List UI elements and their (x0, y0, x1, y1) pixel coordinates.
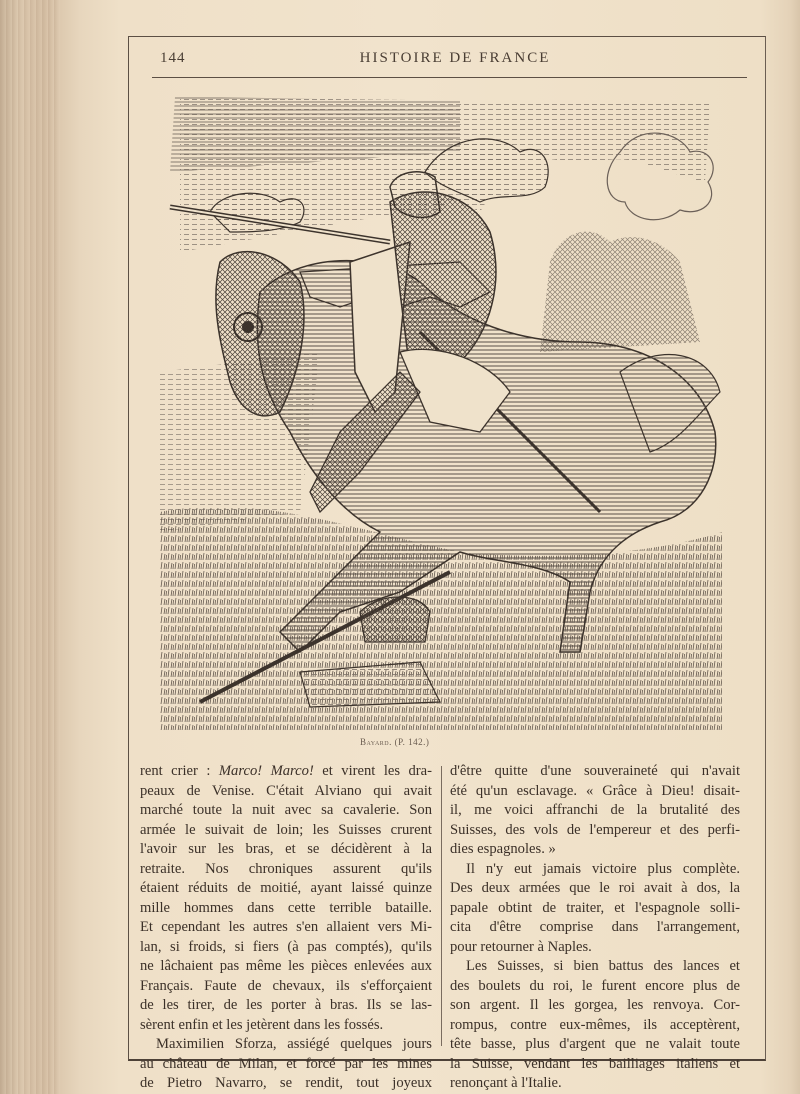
knight-engraving-illustration (160, 92, 722, 730)
caption-title: Bayard. (360, 737, 392, 747)
engraving-illustration-icon (160, 92, 722, 730)
running-title: HISTOIRE DE FRANCE (359, 50, 551, 66)
text-line: son argent. Il les gorgea, les renvoya. Cor- (450, 997, 740, 1013)
text-line: sèrent enfin et les jetèrent dans les fossés. (140, 1016, 384, 1033)
text-line: été qu'un esclavage. « Grâce à Dieu! disait- (450, 782, 740, 799)
text-line: au château de Milan, et forcé par les mines (140, 1055, 432, 1072)
paragraph-start-line: Les Suisses, si bien battus des lances et (466, 958, 740, 974)
caption-page-reference: (P. 142.) (394, 737, 430, 747)
book-spine-shadow (0, 0, 60, 1094)
column-divider (441, 766, 442, 1046)
text-line: de les tirer, de les porter à bras. Ils se las- (140, 997, 432, 1013)
text-line: rompus, contre eux-mêmes, ils acceptèrent, (450, 1016, 740, 1033)
text-line: rent crier : Marco! Marco! et virent les dra- (140, 763, 432, 779)
text-line: d'être quitte d'une souveraineté qui n'avait (450, 763, 740, 779)
paragraph-start-line: Maximilien Sforza, assiégé quelques jours (156, 1036, 432, 1052)
text-line: pour retourner à Naples. (450, 938, 592, 955)
text-column-right (450, 762, 740, 1094)
text-line: lan, si froids, si fiers (à pas comptés), qu'ils (140, 938, 432, 955)
text-column-left (140, 762, 432, 1094)
text-line: Et cependant les autres s'en allaient vers Mi- (140, 919, 432, 935)
text-line: peaux de Venise. C'était Alviano qui avait (140, 782, 432, 799)
text-line: papale obtint de traiter, et l'espagnole solli- (450, 899, 740, 916)
text-line: cita d'être comprise dans l'arrangement, (450, 919, 740, 935)
text-line: tête basse, plus d'argent que ne valait toute (450, 1036, 740, 1052)
emphasis-text: Marco! Marco! (218, 763, 314, 779)
text-line: de Pietro Navarro, se rendit, tout joyeux (140, 1075, 432, 1091)
text-line: mille hommes dans cette terrible bataille. (140, 899, 432, 916)
header-rule (152, 77, 747, 78)
text-line: armée le suivait de loin; les Suisses crurent (140, 821, 432, 838)
text-line: il, me voici affranchi de la brutalité des (450, 802, 740, 818)
text-line: renonçant à l'Italie. (450, 1075, 562, 1091)
text-line: étaient réduits de moitié, ayant laissé quinze (140, 880, 432, 896)
text-line: dies espagnoles. » (450, 841, 556, 857)
text-line: l'avoir sur les bras, et se décidèrent à la (140, 841, 432, 857)
page-number: 144 (160, 50, 186, 66)
text-line: retraite. Nos chroniques assurent qu'ils (140, 860, 432, 877)
text-line: la Suisse, vendant les bailliages italiens et (450, 1055, 740, 1072)
text-line: Français. Faute de chevaux, ils s'efforçaient (140, 977, 432, 994)
paragraph-start-line: Il n'y eut jamais victoire plus complète. (466, 860, 740, 877)
text-line: Des deux armées que le roi avait à dos, la (450, 880, 740, 896)
text-line: Suisses, des vols de l'empereur et des perfi- (450, 821, 740, 838)
illustration-caption (360, 737, 540, 747)
text-line: marché toute la nuit avec sa cavalerie. Son (140, 802, 432, 818)
text-line: des boulets du roi, le furent encore plus de (450, 977, 740, 994)
text-line: ne lâchaient pas même les pièces enlevées aux (140, 958, 432, 974)
